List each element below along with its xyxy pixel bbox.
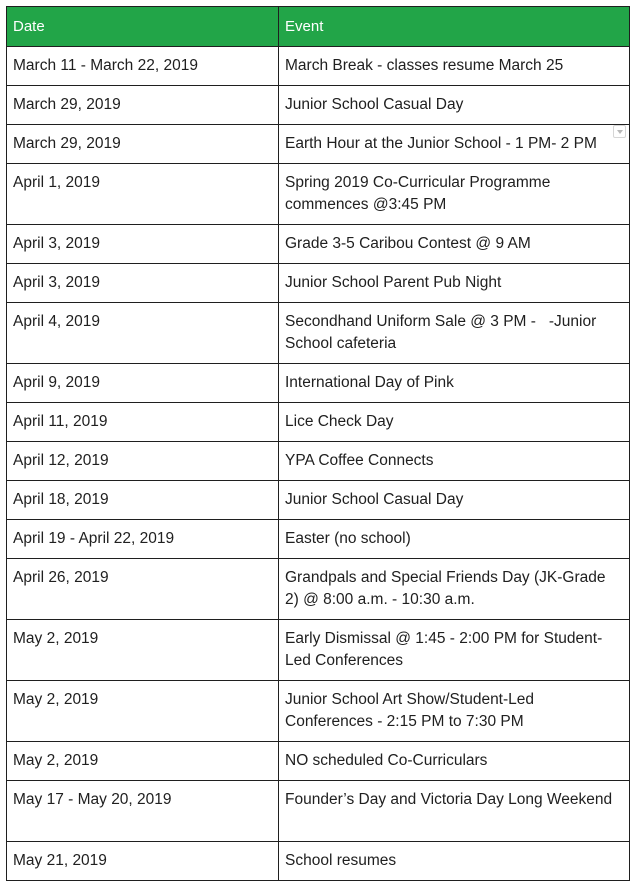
date-cell: April 18, 2019 <box>7 481 279 520</box>
table-row <box>7 225 630 264</box>
event-cell: Earth Hour at the Junior School - 1 PM- 2 PM <box>279 125 630 164</box>
event-cell: School resumes <box>279 842 630 881</box>
date-cell: April 19 - April 22, 2019 <box>7 520 279 559</box>
date-cell: April 11, 2019 <box>7 403 279 442</box>
date-cell: March 29, 2019 <box>7 125 279 164</box>
table-row <box>7 742 630 781</box>
event-cell: Grade 3-5 Caribou Contest @ 9 AM <box>279 225 630 264</box>
date-cell: April 3, 2019 <box>7 225 279 264</box>
table-row <box>7 264 630 303</box>
event-cell: International Day of Pink <box>279 364 630 403</box>
date-cell: April 9, 2019 <box>7 364 279 403</box>
date-column-header: Date <box>7 7 279 47</box>
date-cell: April 26, 2019 <box>7 559 279 620</box>
event-cell: Early Dismissal @ 1:45 - 2:00 PM for Student-Led Conferences <box>279 620 630 681</box>
event-cell: Spring 2019 Co-Curricular Programme commences @3:45 PM <box>279 164 630 225</box>
event-cell: Secondhand Uniform Sale @ 3 PM - -Junior School cafeteria <box>279 303 630 364</box>
date-cell: May 2, 2019 <box>7 681 279 742</box>
date-cell: May 21, 2019 <box>7 842 279 881</box>
table-row <box>7 164 630 225</box>
table-row <box>7 620 630 681</box>
table-row <box>7 481 630 520</box>
table-row <box>7 842 630 881</box>
date-cell: March 29, 2019 <box>7 86 279 125</box>
event-cell: March Break - classes resume March 25 <box>279 47 630 86</box>
table-row <box>7 559 630 620</box>
event-cell: Lice Check Day <box>279 403 630 442</box>
table-row <box>7 303 630 364</box>
event-cell: Founder’s Day and Victoria Day Long Weekend <box>279 781 630 842</box>
event-cell: Junior School Casual Day <box>279 86 630 125</box>
event-cell: Junior School Casual Day <box>279 481 630 520</box>
table-row <box>7 47 630 86</box>
event-cell: Junior School Parent Pub Night <box>279 264 630 303</box>
table-row <box>7 403 630 442</box>
date-cell: May 17 - May 20, 2019 <box>7 781 279 842</box>
event-cell: NO scheduled Co-Curriculars <box>279 742 630 781</box>
event-column-header: Event <box>279 7 630 47</box>
table-row <box>7 781 630 842</box>
date-cell: April 4, 2019 <box>7 303 279 364</box>
table-row <box>7 125 630 164</box>
table-row <box>7 364 630 403</box>
table-row <box>7 520 630 559</box>
date-cell: April 12, 2019 <box>7 442 279 481</box>
date-cell: May 2, 2019 <box>7 620 279 681</box>
table-row <box>7 442 630 481</box>
table-row <box>7 681 630 742</box>
table-row <box>7 86 630 125</box>
header-row <box>7 7 630 47</box>
date-cell: April 3, 2019 <box>7 264 279 303</box>
event-cell: Easter (no school) <box>279 520 630 559</box>
date-cell: March 11 - March 22, 2019 <box>7 47 279 86</box>
date-cell: April 1, 2019 <box>7 164 279 225</box>
cell-dropdown-icon[interactable] <box>613 125 626 138</box>
event-cell: Junior School Art Show/Student-Led Conferences - 2:15 PM to 7:30 PM <box>279 681 630 742</box>
event-cell: Grandpals and Special Friends Day (JK-Grade 2) @ 8:00 a.m. - 10:30 a.m. <box>279 559 630 620</box>
event-cell: YPA Coffee Connects <box>279 442 630 481</box>
date-cell: May 2, 2019 <box>7 742 279 781</box>
events-table <box>6 6 630 881</box>
